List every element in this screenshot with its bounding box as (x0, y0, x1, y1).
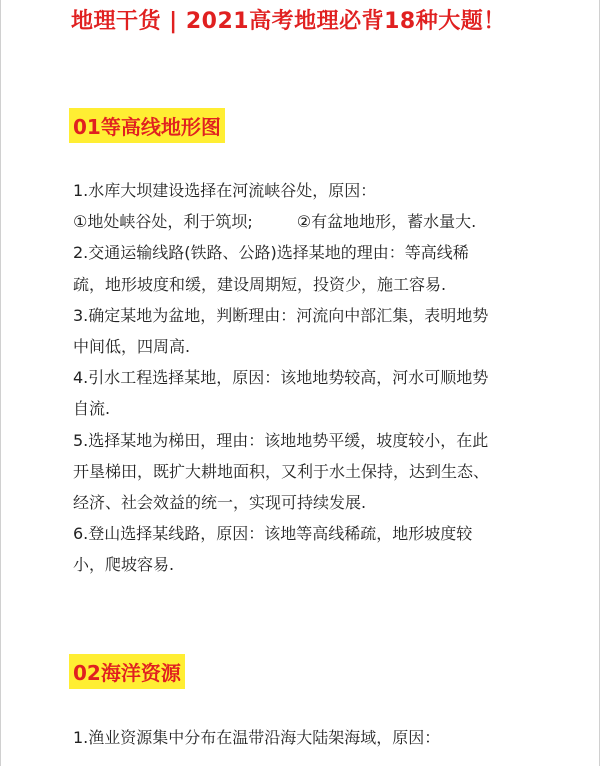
article-title: 地理干货 | 2021高考地理必背18种大题！ (71, 9, 506, 34)
text-fragment: ②有盆地地形，蓄水量大. (296, 212, 477, 232)
text-line: 经济、社会效益的统一，实现可持续发展. (73, 493, 367, 513)
text-line: 1.水库大坝建设选择在河流峡谷处，原因： (73, 181, 377, 200)
text-line: 中间低，四周高. (73, 337, 191, 357)
text-line: 小，爬坡容易. (73, 555, 175, 575)
text-line: 自流. (73, 399, 111, 419)
text-line: 6.登山选择某线路，原因：该地等高线稀疏，地形坡度较 (73, 524, 473, 544)
text-fragment: ①地处峡谷处，利于筑坝; (73, 212, 253, 232)
text-line-split (73, 206, 573, 237)
section-heading-ocean-resources: 02海洋资源 (69, 654, 185, 689)
text-line: 5.选择某地为梯田，理由：该地地势平缓，坡度较小，在此 (73, 430, 489, 450)
section-heading-contour-map: 01等高线地形图 (69, 108, 225, 143)
text-line: 1.渔业资源集中分布在温带沿海大陆架海域，原因： (73, 728, 441, 747)
text-line: 3.确定某地为盆地，判断理由：河流向中部汇集，表明地势 (73, 305, 489, 325)
text-line: 4.引水工程选择某地，原因：该地地势较高，河水可顺地势 (73, 368, 489, 388)
section-body-ocean-resources (73, 722, 573, 753)
text-line: 2.交通运输线路(铁路、公路)选择某地的理由：等高线稀 (73, 243, 469, 263)
text-line: 开垦梯田，既扩大耕地面积，又利于水土保持，达到生态、 (73, 461, 490, 481)
section-body-contour-map (73, 175, 573, 581)
text-line: 疏，地形坡度和缓，建设周期短，投资少，施工容易. (73, 274, 447, 294)
